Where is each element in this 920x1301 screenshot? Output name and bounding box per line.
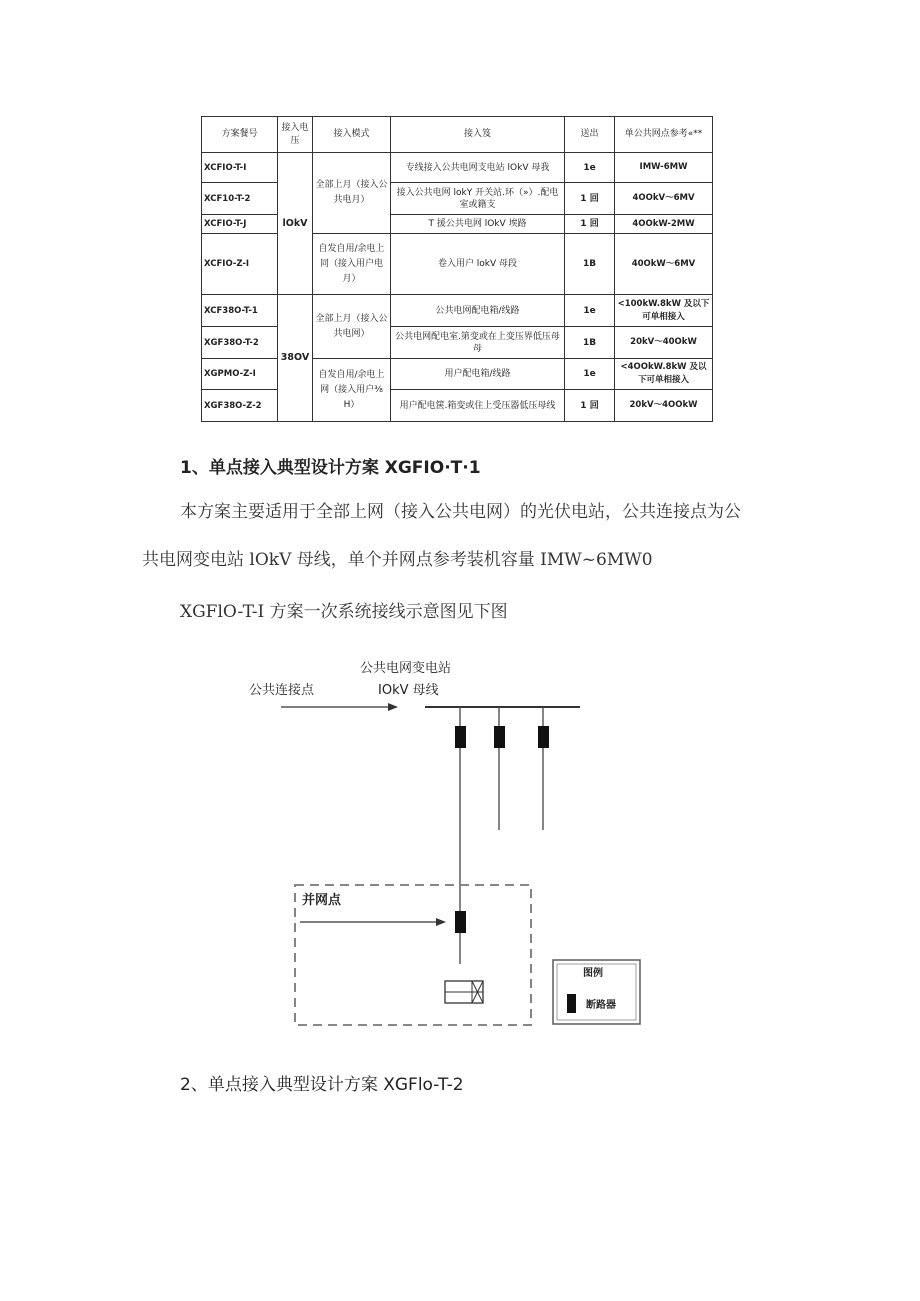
breaker-icon-feeder-2 xyxy=(494,726,505,748)
row-code: XGF38O-T-2 xyxy=(202,327,278,359)
row-capacity: 40OkW～6MV xyxy=(615,234,713,295)
busbar-label: IOkV 母线 xyxy=(378,683,439,698)
row-access-point: T 援公共电网 lOkV 埃路 xyxy=(391,215,565,234)
row-access-point: 接入公共电网 lokY 开关站.环（»）.配电室或籍支 xyxy=(391,183,565,215)
row-outgoing: 1e xyxy=(565,153,615,183)
pcc-label: 公共连接点 xyxy=(249,683,315,698)
row-capacity: IMW-6MW xyxy=(615,153,713,183)
row-access-point: 卷入用户 lokV 母段 xyxy=(391,234,565,295)
section1-caption: XGFlO-T-I 方案一次系统接线示意图见下图 xyxy=(180,602,508,622)
row-capacity: 20kV～40OkW xyxy=(615,327,713,359)
row-access-point: 专线接入公共电网支电站 lOkV 母我 xyxy=(391,153,565,183)
mode-full-380v: 全部上月（接入公共电网） xyxy=(313,295,391,359)
row-access-point: 用户配电箧.箱变或住上受压器低压母线 xyxy=(391,390,565,422)
row-code: XCF38O-T-1 xyxy=(202,295,278,327)
row-outgoing: 1 回 xyxy=(565,215,615,234)
row-outgoing: 1 回 xyxy=(565,390,615,422)
row-capacity: 20kV～4OOkW xyxy=(615,390,713,422)
row-outgoing: 1B xyxy=(565,327,615,359)
header-access-mode: 接入模式 xyxy=(313,117,391,153)
row-outgoing: 1e xyxy=(565,359,615,390)
row-code: XGF38O-Z-2 xyxy=(202,390,278,422)
pcc-arrow xyxy=(281,703,398,711)
breaker-icon-grid-point xyxy=(455,911,466,933)
row-outgoing: 1 回 xyxy=(565,183,615,215)
row-access-point: 公共电网配电箱/线路 xyxy=(391,295,565,327)
substation-label: 公共电网变电站 xyxy=(360,661,452,676)
row-capacity: <4OOkW.8kW 及以下可单相接入 xyxy=(615,359,713,390)
pv-inverter-icon xyxy=(445,981,483,1003)
grid-point-label: 并网点 xyxy=(302,893,342,908)
row-code: XGPMO-Z-I xyxy=(202,359,278,390)
voltage-10kv: lOkV xyxy=(278,153,313,295)
row-code: XCFIO-T-I xyxy=(202,153,278,183)
breaker-icon-feeder-3 xyxy=(538,726,549,748)
breaker-icon-feeder-1 xyxy=(455,726,466,748)
grid-point-arrow xyxy=(300,918,446,926)
header-scheme-code: 方案餐号 xyxy=(202,117,278,153)
row-capacity: 4OOkV～6MV xyxy=(615,183,713,215)
header-access-point: 接入笈 xyxy=(391,117,565,153)
legend-breaker-label: 断路器 xyxy=(586,1000,616,1011)
row-code: XCFIO-Z-I xyxy=(202,234,278,295)
mode-full-10kv: 全部上月（接入公共电月） xyxy=(313,153,391,234)
row-code: XCFIO-T-J xyxy=(202,215,278,234)
row-capacity: 4OOkW-2MW xyxy=(615,215,713,234)
row-capacity: <100kW.8kW 及以下可单相接入 xyxy=(615,295,713,327)
header-capacity-ref: 单公共网点参考«** xyxy=(615,117,713,153)
header-access-voltage: 接入电压 xyxy=(278,117,313,153)
row-outgoing: 1e xyxy=(565,295,615,327)
section1-paragraph-line2: 共电网变电站 lOkV 母线，单个并网点参考装机容量 IMW~6MW0 xyxy=(142,550,653,570)
section1-paragraph-line1: 本方案主要适用于全部上网（接入公共电网）的光伏电站，公共连接点为公 xyxy=(180,502,741,522)
legend-title: 图例 xyxy=(583,968,603,979)
section2-heading: 2、单点接入典型设计方案 XGFlo-T-2 xyxy=(180,1075,464,1095)
row-access-point: 用户配电箱/线路 xyxy=(391,359,565,390)
header-outgoing: 送出 xyxy=(565,117,615,153)
mode-self-380v: 自发自用/余电上网（接入用户⅜H） xyxy=(313,359,391,422)
row-code: XCF10-T-2 xyxy=(202,183,278,215)
row-outgoing: 1B xyxy=(565,234,615,295)
mode-self-10kv: 自发自用/余电上同（接入用户电月） xyxy=(313,234,391,295)
legend-breaker-icon xyxy=(567,994,576,1013)
voltage-380v: 38OV xyxy=(278,295,313,422)
section1-heading: 1、单点接入典型设计方案 XGFIO·T·1 xyxy=(180,458,481,478)
row-access-point: 公共电网配电室.第变或在上变压界低压母母 xyxy=(391,327,565,359)
